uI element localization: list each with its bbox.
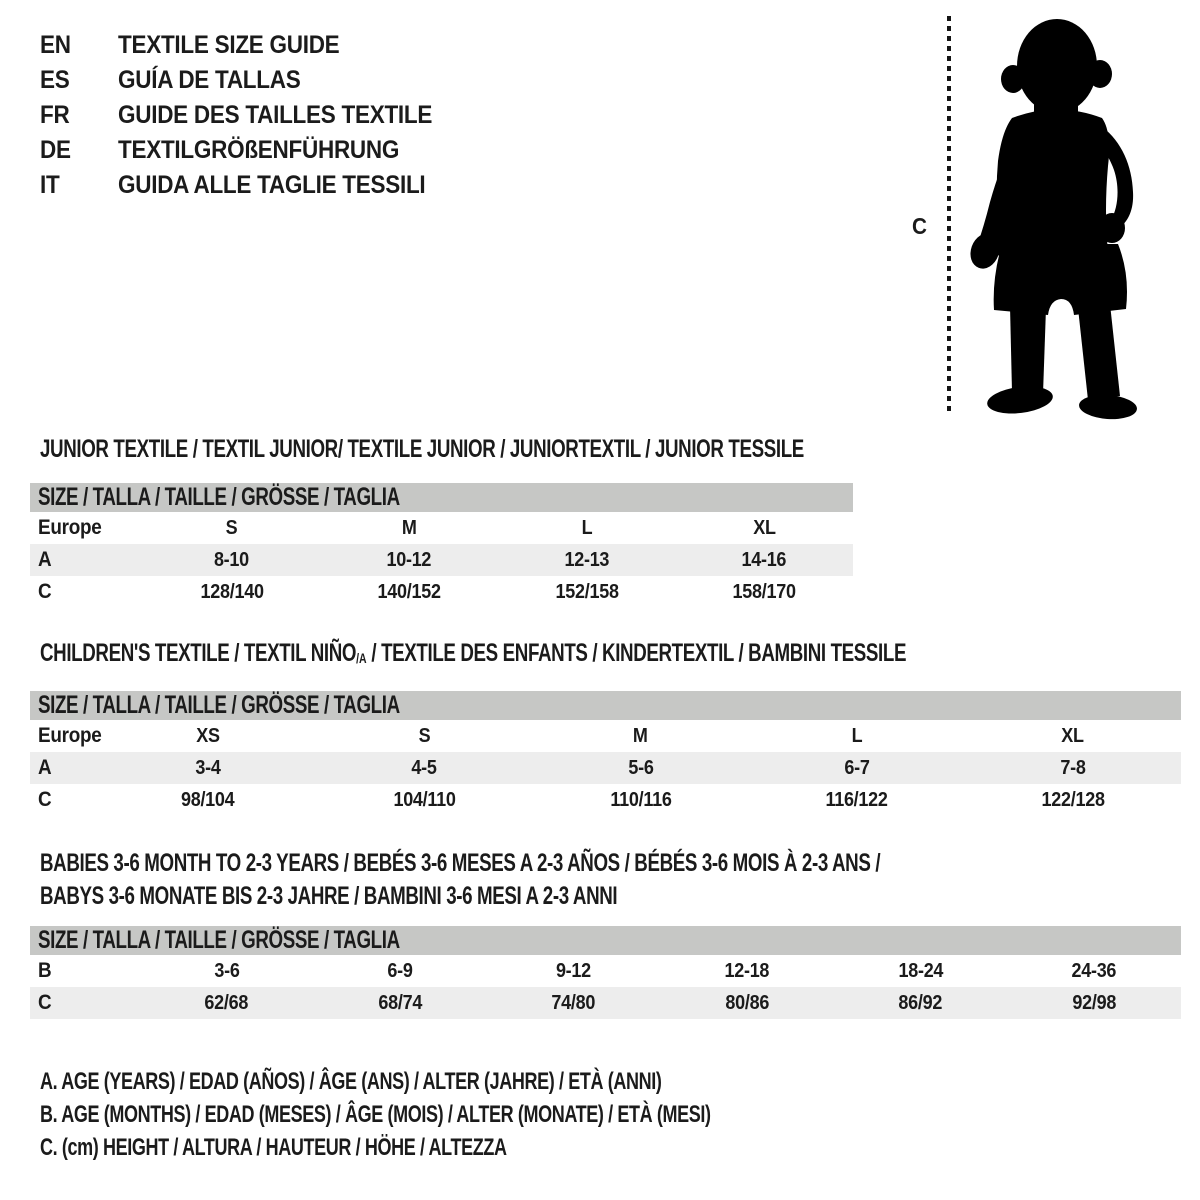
cell-value: 68/74 [378, 991, 423, 1014]
size-header: S [418, 724, 431, 747]
region-label: Europe [38, 724, 102, 747]
cell-value: 110/116 [609, 788, 672, 811]
children-heading-text [40, 639, 906, 668]
size-band-label: SIZE / TALLA / TAILLE / GRÖSSE / TAGLIA [38, 483, 400, 511]
cell-value: 10-12 [386, 548, 432, 571]
babies-heading-line2: BABYS 3-6 MONATE BIS 2-3 JAHRE / BAMBINI 3-6 MESI A 2-3 ANNI [40, 882, 618, 910]
cell-value: 80/86 [725, 991, 770, 1014]
cell-value: 104/110 [393, 788, 456, 811]
legend-line-c: C. (cm) HEIGHT / ALTURA / HAUTEUR / HÖHE / ALTEZZA [40, 1134, 507, 1161]
cell-value: 6-9 [387, 959, 413, 982]
baby-silhouette-icon [960, 16, 1165, 421]
height-measure-line [947, 16, 951, 416]
size-header: S [225, 516, 238, 539]
language-code: IT [40, 171, 60, 199]
babies-size-table [30, 926, 1181, 1019]
cell-value: 158/170 [732, 580, 796, 603]
size-header: L [581, 516, 593, 539]
row-label: A [38, 548, 52, 571]
babies-section-heading [40, 847, 1160, 910]
cell-value: 4-5 [411, 756, 437, 779]
junior-heading-text: JUNIOR TEXTILE / TEXTIL JUNIOR/ TEXTILE JUNIOR / JUNIORTEXTIL / JUNIOR TESSILE [40, 435, 804, 463]
cell-value: 5-6 [627, 756, 654, 779]
cell-value: 92/98 [1072, 991, 1117, 1014]
cell-value: 152/158 [555, 580, 619, 603]
table-row-sizes [30, 512, 853, 544]
cell-value: 12-13 [564, 548, 610, 571]
cell-value: 140/152 [377, 580, 441, 603]
size-band [30, 483, 853, 512]
children-section-heading [40, 639, 1195, 667]
size-band-label: SIZE / TALLA / TAILLE / GRÖSSE / TAGLIA [38, 691, 400, 719]
cell-value: 128/140 [200, 580, 264, 603]
size-header: L [851, 724, 863, 747]
table-row-age [30, 752, 1181, 784]
cell-value: 8-10 [214, 548, 250, 571]
row-label: C [38, 580, 52, 603]
cell-value: 18-24 [898, 959, 944, 982]
height-measure-label: C [912, 213, 927, 239]
language-code: DE [40, 136, 71, 164]
size-header: XS [196, 724, 220, 747]
region-label: Europe [38, 516, 102, 539]
cell-value: 7-8 [1060, 756, 1086, 779]
cell-value: 24-36 [1071, 959, 1117, 982]
cell-value: 14-16 [741, 548, 787, 571]
language-row [40, 28, 467, 63]
language-title: GUÍA DE TALLAS [118, 66, 301, 94]
cell-value: 116/122 [825, 788, 888, 811]
cell-value: 9-12 [556, 959, 592, 982]
table-row-months [30, 955, 1181, 987]
cell-value: 3-6 [214, 959, 240, 982]
cell-value: 86/92 [898, 991, 943, 1014]
measurement-legend [40, 1068, 934, 1167]
row-label: C [38, 788, 52, 811]
children-heading-post: / TEXTILE DES ENFANTS / KINDERTEXTIL / BAMBINI TESSILE [366, 639, 907, 667]
junior-size-table [30, 483, 853, 608]
cell-value: 74/80 [551, 991, 596, 1014]
children-heading-pre: CHILDREN'S TEXTILE / TEXTIL NIÑO [40, 639, 357, 667]
row-label: A [38, 756, 52, 779]
size-band-label: SIZE / TALLA / TAILLE / GRÖSSE / TAGLIA [38, 926, 400, 954]
table-row-height [30, 576, 853, 608]
legend-line-a: A. AGE (YEARS) / EDAD (AÑOS) / ÂGE (ANS) / ALTER (JAHRE) / ETÀ (ANNI) [40, 1068, 662, 1095]
size-header: M [633, 724, 648, 747]
cell-value: 122/128 [1041, 788, 1105, 811]
language-title: GUIDE DES TAILLES TEXTILE [118, 101, 433, 129]
language-row [40, 168, 467, 203]
language-title: TEXTILGRÖßENFÜHRUNG [118, 136, 400, 164]
language-code: EN [40, 31, 71, 59]
language-row [40, 63, 467, 98]
cell-value: 12-18 [724, 959, 770, 982]
language-title: GUIDA ALLE TAGLIE TESSILI [118, 171, 426, 199]
cell-value: 3-4 [195, 756, 221, 779]
cell-value: 98/104 [181, 788, 235, 811]
language-title: TEXTILE SIZE GUIDE [118, 31, 340, 59]
children-heading-subscript: /A [356, 650, 367, 666]
table-row-sizes [30, 720, 1181, 752]
row-label: B [38, 959, 52, 982]
language-row [40, 133, 467, 168]
size-band [30, 691, 1181, 720]
table-row-age [30, 544, 853, 576]
legend-line-b: B. AGE (MONTHS) / EDAD (MESES) / ÂGE (MOIS) / ALTER (MONATE) / ETÀ (MESI) [40, 1101, 711, 1128]
size-header: XL [1061, 724, 1085, 747]
children-size-table [30, 691, 1181, 816]
size-header: XL [753, 516, 776, 539]
cell-value: 6-7 [844, 756, 870, 779]
table-row-height [30, 987, 1181, 1019]
size-header: M [401, 516, 417, 539]
babies-heading-line1: BABIES 3-6 MONTH TO 2-3 YEARS / BEBÉS 3-6 MESES A 2-3 AÑOS / BÉBÉS 3-6 MOIS À 2-3 ANS / [40, 849, 881, 877]
language-row [40, 98, 467, 133]
language-code: FR [40, 101, 70, 129]
junior-section-heading [40, 435, 1059, 463]
cell-value: 62/68 [204, 991, 249, 1014]
row-label: C [38, 991, 52, 1014]
language-list [40, 28, 467, 203]
size-band [30, 926, 1181, 955]
language-code: ES [40, 66, 70, 94]
table-row-height [30, 784, 1181, 816]
